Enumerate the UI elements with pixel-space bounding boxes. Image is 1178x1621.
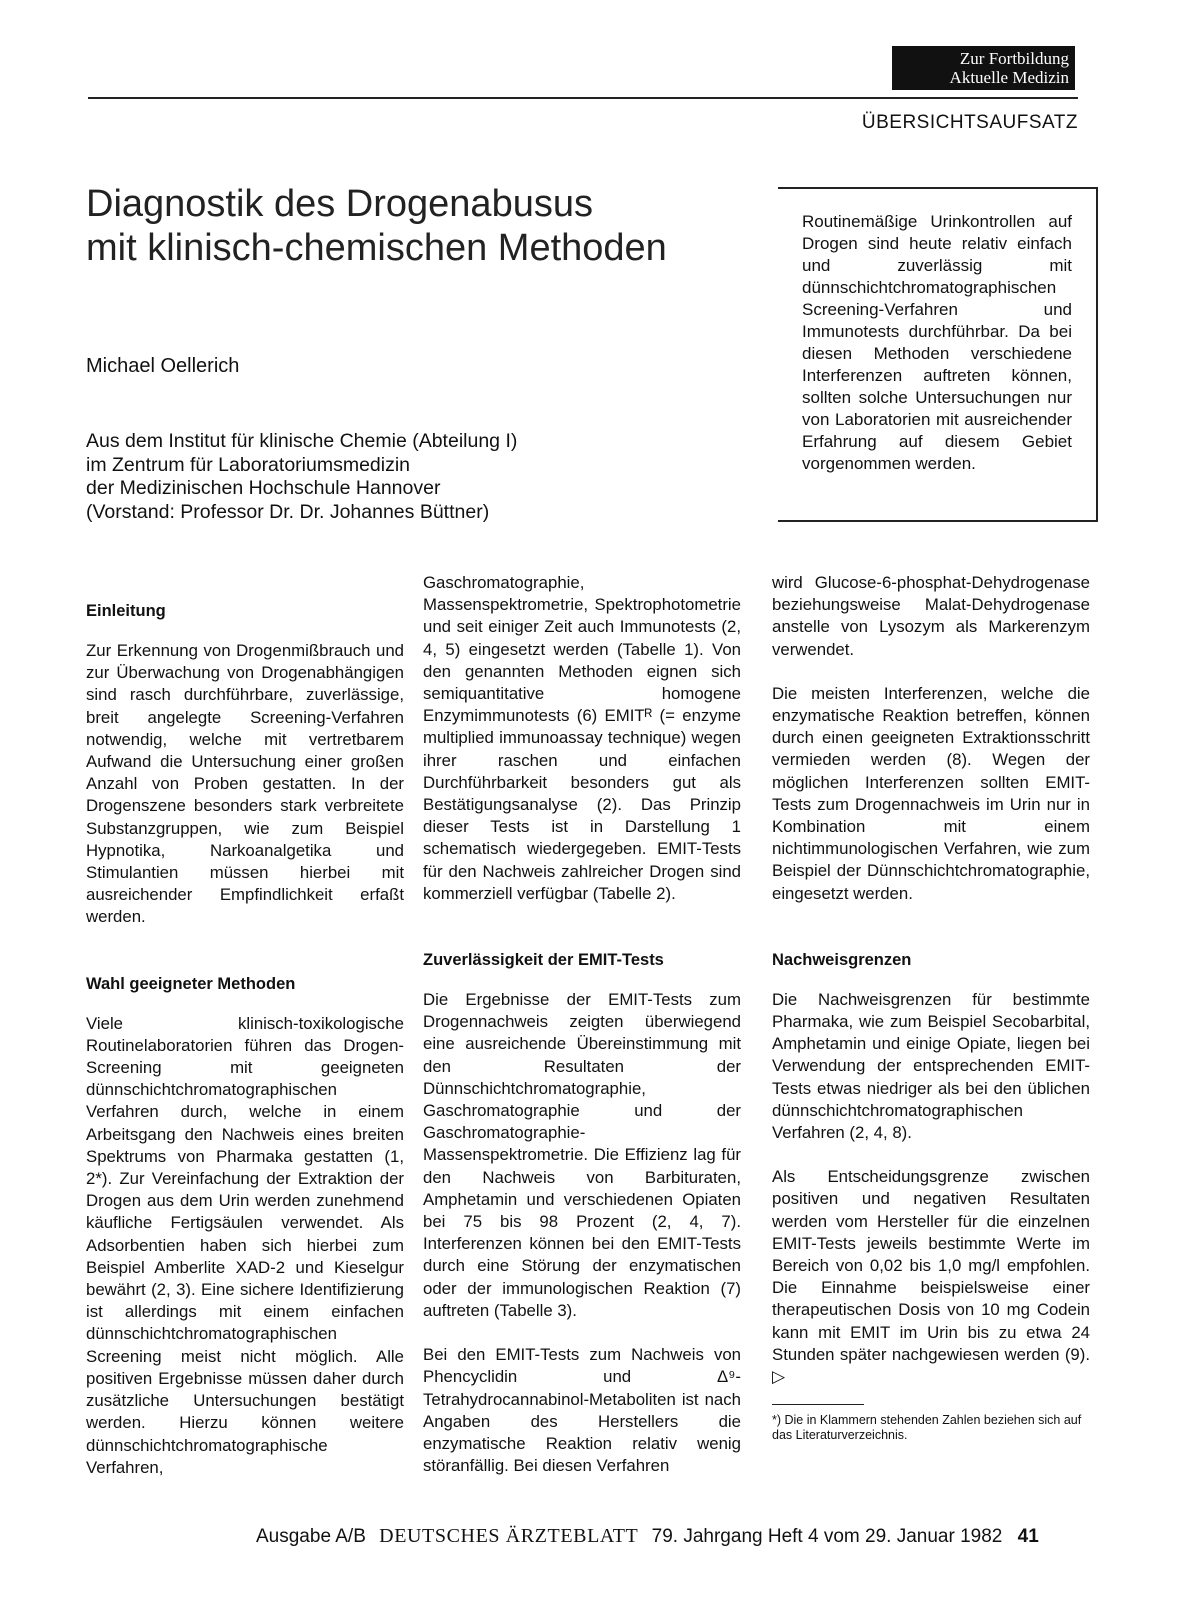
heading-zuverlaessigkeit: Zuverlässigkeit der EMIT-Tests xyxy=(423,951,664,970)
section-tag xyxy=(892,46,1075,90)
header-rule xyxy=(88,97,1078,99)
footer-edition: Ausgabe A/B xyxy=(256,1526,366,1547)
paragraph: Die meisten Interferenzen, welche die enzymatische Reaktion betreffen, können durch einen geeigneten Extraktionsschritt vermieden werden (8). Wegen der möglichen Interferenzen sollten EMIT-Tests zum Drogennachweis im Urin nur in Kombination mit einem nichtimmunologischen Verfahren, wie zum Beispiel der Dünnschichtchromatographie, eingesetzt werden. xyxy=(772,683,1090,903)
paragraph: Viele klinisch-toxikologische Routinelaboratorien führen das Drogen-Screening mit geeigneten dünnschichtchromatographischen Verfahren durch, welche in einem Arbeitsgang den Nachweis eines breiten Spektrums von Pharmaka gestatten (1, 2*). Zur Vereinfachung der Extraktion der Drogen aus dem Urin werden zunehmend käufliche Fertigsäulen verwendet. Als Adsorbentien haben sich hierbei zum Beispiel Amberlite XAD-2 und Kieselgur bewährt (2, 3). Eine sichere Identifizierung ist allerdings mit einem einfachen dünnschichtchromatographischen Screening meist nicht möglich. Alle positiven Ergebnisse müssen daher durch zusätzliche Untersuchungen bestätigt werden. Hierzu können weitere dünnschichtchromatographische Verfahren, xyxy=(86,1013,404,1477)
footer-issue: 79. Jahrgang Heft 4 vom 29. Januar 1982 xyxy=(651,1526,1003,1547)
footnote: *) Die in Klammern stehenden Zahlen beziehen sich auf das Literaturverzeichnis. xyxy=(772,1413,1082,1443)
paragraph: Die Nachweisgrenzen für bestimmte Pharmaka, wie zum Beispiel Secobarbital, Amphetamin und einige Opiate, liegen bei Verwendung der entsprechenden EMIT-Tests etwas niedriger als bei den üblichen dünnschichtchromatographischen Verfahren (2, 4, 8). xyxy=(772,989,1090,1143)
tag-line-2: Aktuelle Medizin xyxy=(949,68,1069,87)
affiliation-line: der Medizinischen Hochschule Hannover xyxy=(86,477,441,499)
affiliation-line: im Zentrum für Laboratoriumsmedizin xyxy=(86,453,411,476)
heading-wahl-methoden: Wahl geeigneter Methoden xyxy=(86,974,296,993)
affiliation-line: (Vorstand: Professor Dr. Dr. Johannes Büttner) xyxy=(86,500,490,523)
affiliation xyxy=(86,430,726,524)
paragraph: wird Glucose-6-phosphat-Dehydrogenase beziehungsweise Malat-Dehydrogenase anstelle von Lysozym als Markerenzym verwendet. xyxy=(772,573,1090,659)
footer-journal: DEUTSCHES ÄRZTEBLATT xyxy=(379,1525,639,1547)
column-1 xyxy=(86,600,404,1501)
heading-nachweisgrenzen: Nachweisgrenzen xyxy=(772,950,912,969)
paragraph: Bei den EMIT-Tests zum Nachweis von Phencyclidin und Δ⁹-Tetrahydrocannabinol-Metaboliten ist nach Angaben des Herstellers die enzymatische Reaktion relativ wenig störanfällig. Bei diesen Verfahren xyxy=(423,1345,741,1476)
title-line-2: mit klinisch-chemischen Methoden xyxy=(86,227,667,269)
article-title xyxy=(86,182,736,270)
column-3 xyxy=(772,572,1090,1443)
paragraph: Gaschromatographie, Massenspektrometrie, Spektrophotometrie und seit einiger Zeit auch Immunotests (2, 4, 5) eingesetzt werden (Tabelle 1). Von den genannten Methoden eignen sich semiquantitative homogene Enzymimmunotests (6) EMITᴿ (= enzyme multiplied immunoassay technique) wegen ihrer raschen und einfachen Durchführbarkeit besonders gut als Bestätigungsanalyse (2). Das Prinzip dieser Tests ist in Darstellung 1 schematisch wiedergegeben. EMIT-Tests für den Nachweis zahlreicher Drogen sind kommerziell verfügbar (Tabelle 2). xyxy=(423,573,741,903)
title-line-1: Diagnostik des Drogenabusus xyxy=(86,183,593,225)
footnote-rule xyxy=(772,1404,864,1405)
paragraph: Zur Erkennung von Drogenmißbrauch und zur Überwachung von Drogenabhängigen sind rasch durchführbare, zuverlässige, breit angelegte Screening-Verfahren notwendig, welche mit vertretbarem Aufwand die Untersuchung einer großen Anzahl von Proben gestatten. In der Drogenszene besonders stark verbreitete Substanzgruppen, wie zum Beispiel Hypnotika, Narkoanalgetika und Stimulantien müssen hierbei mit ausreichender Empfindlichkeit erfaßt werden. xyxy=(86,641,404,927)
abstract-box: Routinemäßige Urinkontrollen auf Drogen sind heute relativ einfach und zuverlässig mit dünnschichtchromatographischen Screening-Verfahren und Immunotests durchführbar. Da bei diesen Methoden verschiedene Interferenzen auftreten können, sollten solche Untersuchungen nur von Laboratorien mit ausreichender Erfahrung auf diesem Gebiet vorgenommen werden. xyxy=(778,187,1098,522)
tag-line-1: Zur Fortbildung xyxy=(959,49,1069,68)
heading-einleitung: Einleitung xyxy=(86,602,166,620)
author: Michael Oellerich xyxy=(86,355,240,377)
page-number: 41 xyxy=(1017,1526,1039,1547)
section-label: ÜBERSICHTSAUFSATZ xyxy=(861,112,1078,133)
column-2 xyxy=(423,572,741,1499)
paragraph: Die Ergebnisse der EMIT-Tests zum Drogennachweis zeigten überwiegend eine ausreichende Übereinstimmung mit den Resultaten der Dünnschichtchromatographie, Gaschromatographie und der Gaschromatographie-Massenspektrometrie. Die Effizienz lag für den Nachweis von Barbituraten, Amphetamin und verschiedenen Opiaten bei 75 bis 98 Prozent (2, 4, 7). Interferenzen können bei den EMIT-Tests durch eine Störung der enzymatischen oder der immunologischen Reaktion (7) auftreten (Tabelle 3). xyxy=(423,990,741,1320)
paragraph: Als Entscheidungsgrenze zwischen positiven und negativen Resultaten werden vom Hersteller für die einzelnen EMIT-Tests jeweils bestimmte Werte im Bereich von 0,02 bis 1,0 mg/l empfohlen. Die Einnahme beispielsweise einer therapeutischen Dosis von 10 mg Codein kann mit EMIT im Urin bis zu etwa 24 Stunden später nachgewiesen werden (9). ▷ xyxy=(772,1167,1090,1387)
affiliation-line: Aus dem Institut für klinische Chemie (Abteilung I) xyxy=(86,430,518,452)
page-footer xyxy=(256,1525,1039,1548)
